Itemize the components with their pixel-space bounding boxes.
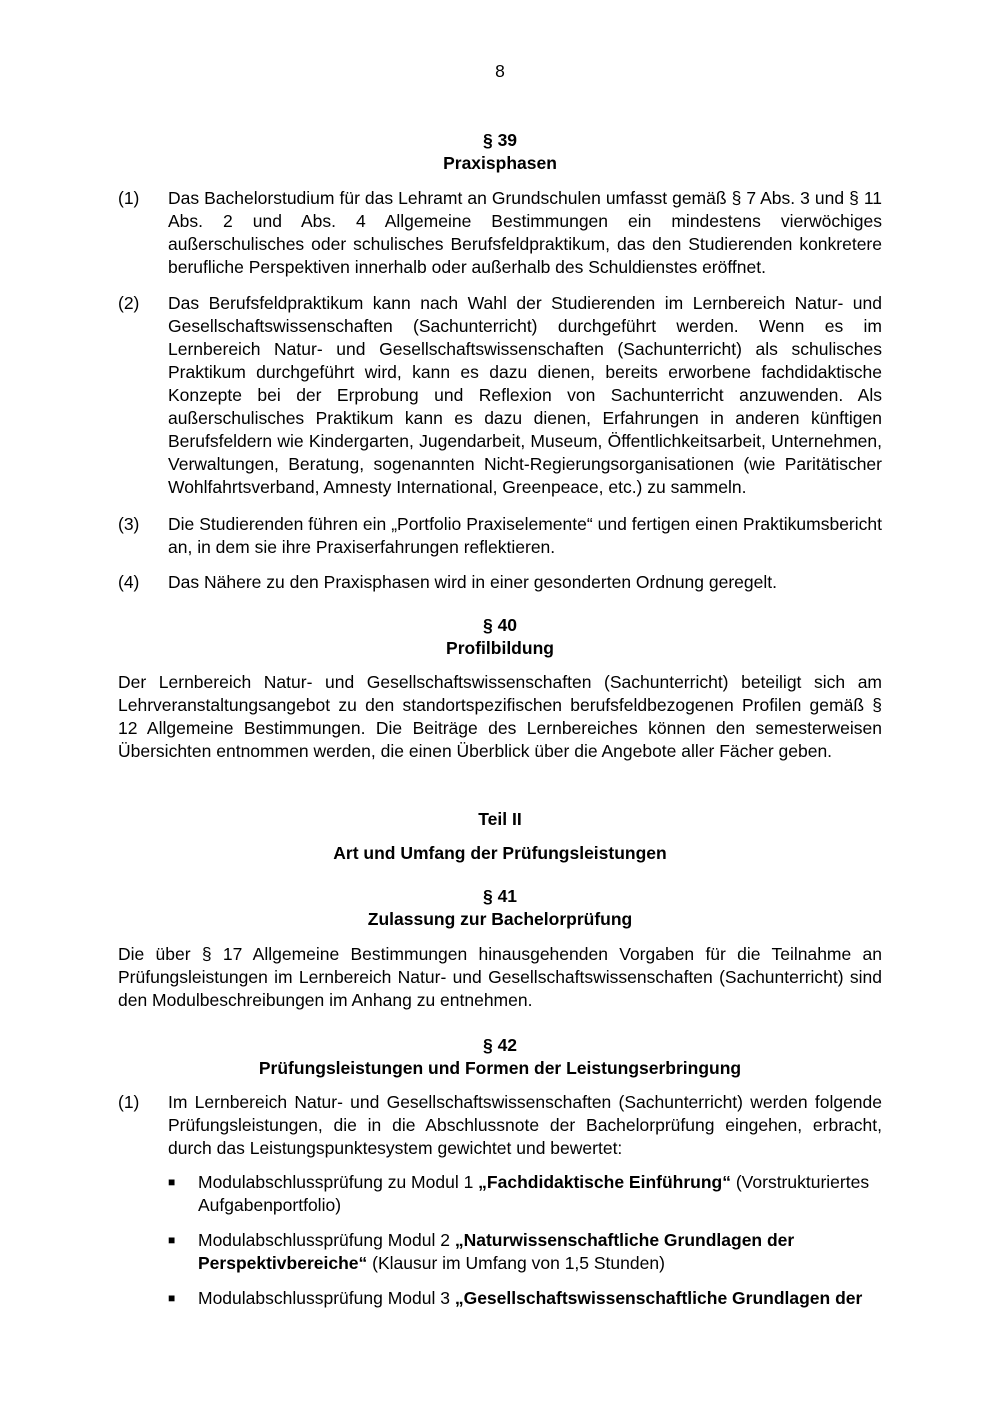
part-title: Teil II <box>478 809 522 829</box>
paragraph-number: (2) <box>118 293 140 313</box>
square-bullet-icon: ■ <box>168 1233 176 1247</box>
square-bullet-icon: ■ <box>168 1175 176 1189</box>
paragraph-number: (1) <box>118 188 140 208</box>
section-41-title: Zulassung zur Bachelorprüfung <box>367 909 633 929</box>
list-item-text: Modulabschlussprüfung Modul 3 „Gesellschaftswissenschaftliche Grundlagen der <box>198 1288 863 1308</box>
list-item <box>168 1171 882 1217</box>
paragraph-text: Das Bachelorstudium für das Lehramt an Grundschulen umfasst gemäß § 7 Abs. 3 und § 11 Abs. 2 und Abs. 4 Allgemeine Bestimmungen ein mindestens vierwöchiges außerschulisches oder schulisches Berufsfeldpraktikum, das den Studierenden konkretere berufliche Perspektiven innerhalb oder außerhalb des Schuldienstes eröffnet. <box>168 188 882 277</box>
s39-paragraph-3 <box>118 513 882 559</box>
page-number: 8 <box>495 61 505 81</box>
s40-paragraph: Der Lernbereich Natur- und Gesellschaftswissenschaften (Sachunterricht) beteiligt sich am Lehrveranstaltungsangebot zu den standortspezifischen berufsfeldbezogenen Profilen gemäß § 12 Allgemeine Bestimmungen. Die Beiträge des Lernbereiches können den semesterweisen Übersichten entnommen werden, die einen Überblick über die Angebote aller Fächer geben. <box>118 672 882 761</box>
paragraph-text: Das Berufsfeldpraktikum kann nach Wahl der Studierenden im Lernbereich Natur- und Gesellschaftswissenschaften (Sachunterricht) durchgeführt werden. Wenn es im Lernbereich Natur- und Gesellschaftswissenschaften (Sachunterricht) als schulisches Praktikum durchgeführt wird, kann es dazu dienen, bereits erworbene fachdidaktische Konzepte bei der Erprobung und Reflexion von Sachunterricht anzuwenden. Als außerschulisches Praktikum kann es dazu dienen, Erfahrungen in anderen künftigen Berufsfeldern wie Kindergarten, Jugendarbeit, Museum, Öffentlichkeitsarbeit, Unternehmen, Verwaltungen, Beratung, sogenannten Nicht-Regierungsorganisationen (wie Paritätischer Wohlfahrtsverband, Amnesty International, Greenpeace, etc.) zu sammeln. <box>168 293 882 497</box>
section-41-number: § 41 <box>482 886 518 906</box>
section-40-title: Profilbildung <box>446 638 554 658</box>
paragraph-text: Das Nähere zu den Praxisphasen wird in einer gesonderten Ordnung geregelt. <box>168 572 777 592</box>
paragraph-text: Die Studierenden führen ein „Portfolio Praxiselemente“ und fertigen einen Praktikumsbericht an, in dem sie ihre Praxiserfahrungen reflektieren. <box>168 514 882 557</box>
section-42-title: Prüfungsleistungen und Formen der Leistungserbringung <box>258 1058 742 1078</box>
s39-paragraph-2 <box>118 292 882 499</box>
list-item-text: Modulabschlussprüfung zu Modul 1 „Fachdidaktische Einführung“ (Vorstrukturiertes Aufgabenportfolio) <box>198 1172 870 1215</box>
s41-paragraph: Die über § 17 Allgemeine Bestimmungen hinausgehenden Vorgaben für die Teilnahme an Prüfungsleistungen im Lernbereich Natur- und Gesellschaftswissenschaften (Sachunterricht) sind den Modulbeschreibungen im Anhang zu entnehmen. <box>118 944 882 1010</box>
paragraph-number: (4) <box>118 572 140 592</box>
part-subtitle: Art und Umfang der Prüfungsleistungen <box>333 843 667 863</box>
section-42-number: § 42 <box>482 1035 518 1055</box>
s42-paragraph-1 <box>118 1091 882 1160</box>
square-bullet-icon: ■ <box>168 1291 176 1305</box>
list-item-text: Modulabschlussprüfung Modul 2 „Naturwissenschaftliche Grundlagen der Perspektivbereiche“ (Klausur im Umfang von 1,5 Stunden) <box>198 1230 795 1273</box>
section-39-title: Praxisphasen <box>443 153 557 173</box>
paragraph-number: (3) <box>118 514 140 534</box>
list-item <box>168 1229 882 1275</box>
s39-paragraph-4 <box>118 571 882 594</box>
section-39-number: § 39 <box>482 130 518 150</box>
paragraph-number: (1) <box>118 1092 140 1112</box>
s39-paragraph-1 <box>118 187 882 279</box>
section-40-number: § 40 <box>482 615 518 635</box>
paragraph-text: Im Lernbereich Natur- und Gesellschaftswissenschaften (Sachunterricht) werden folgende Prüfungsleistungen, die in die Abschlussnote der Bachelorprüfung eingehen, erbracht, durch das Leistungspunktesystem gewichtet und bewertet: <box>168 1092 882 1158</box>
list-item <box>168 1287 882 1310</box>
